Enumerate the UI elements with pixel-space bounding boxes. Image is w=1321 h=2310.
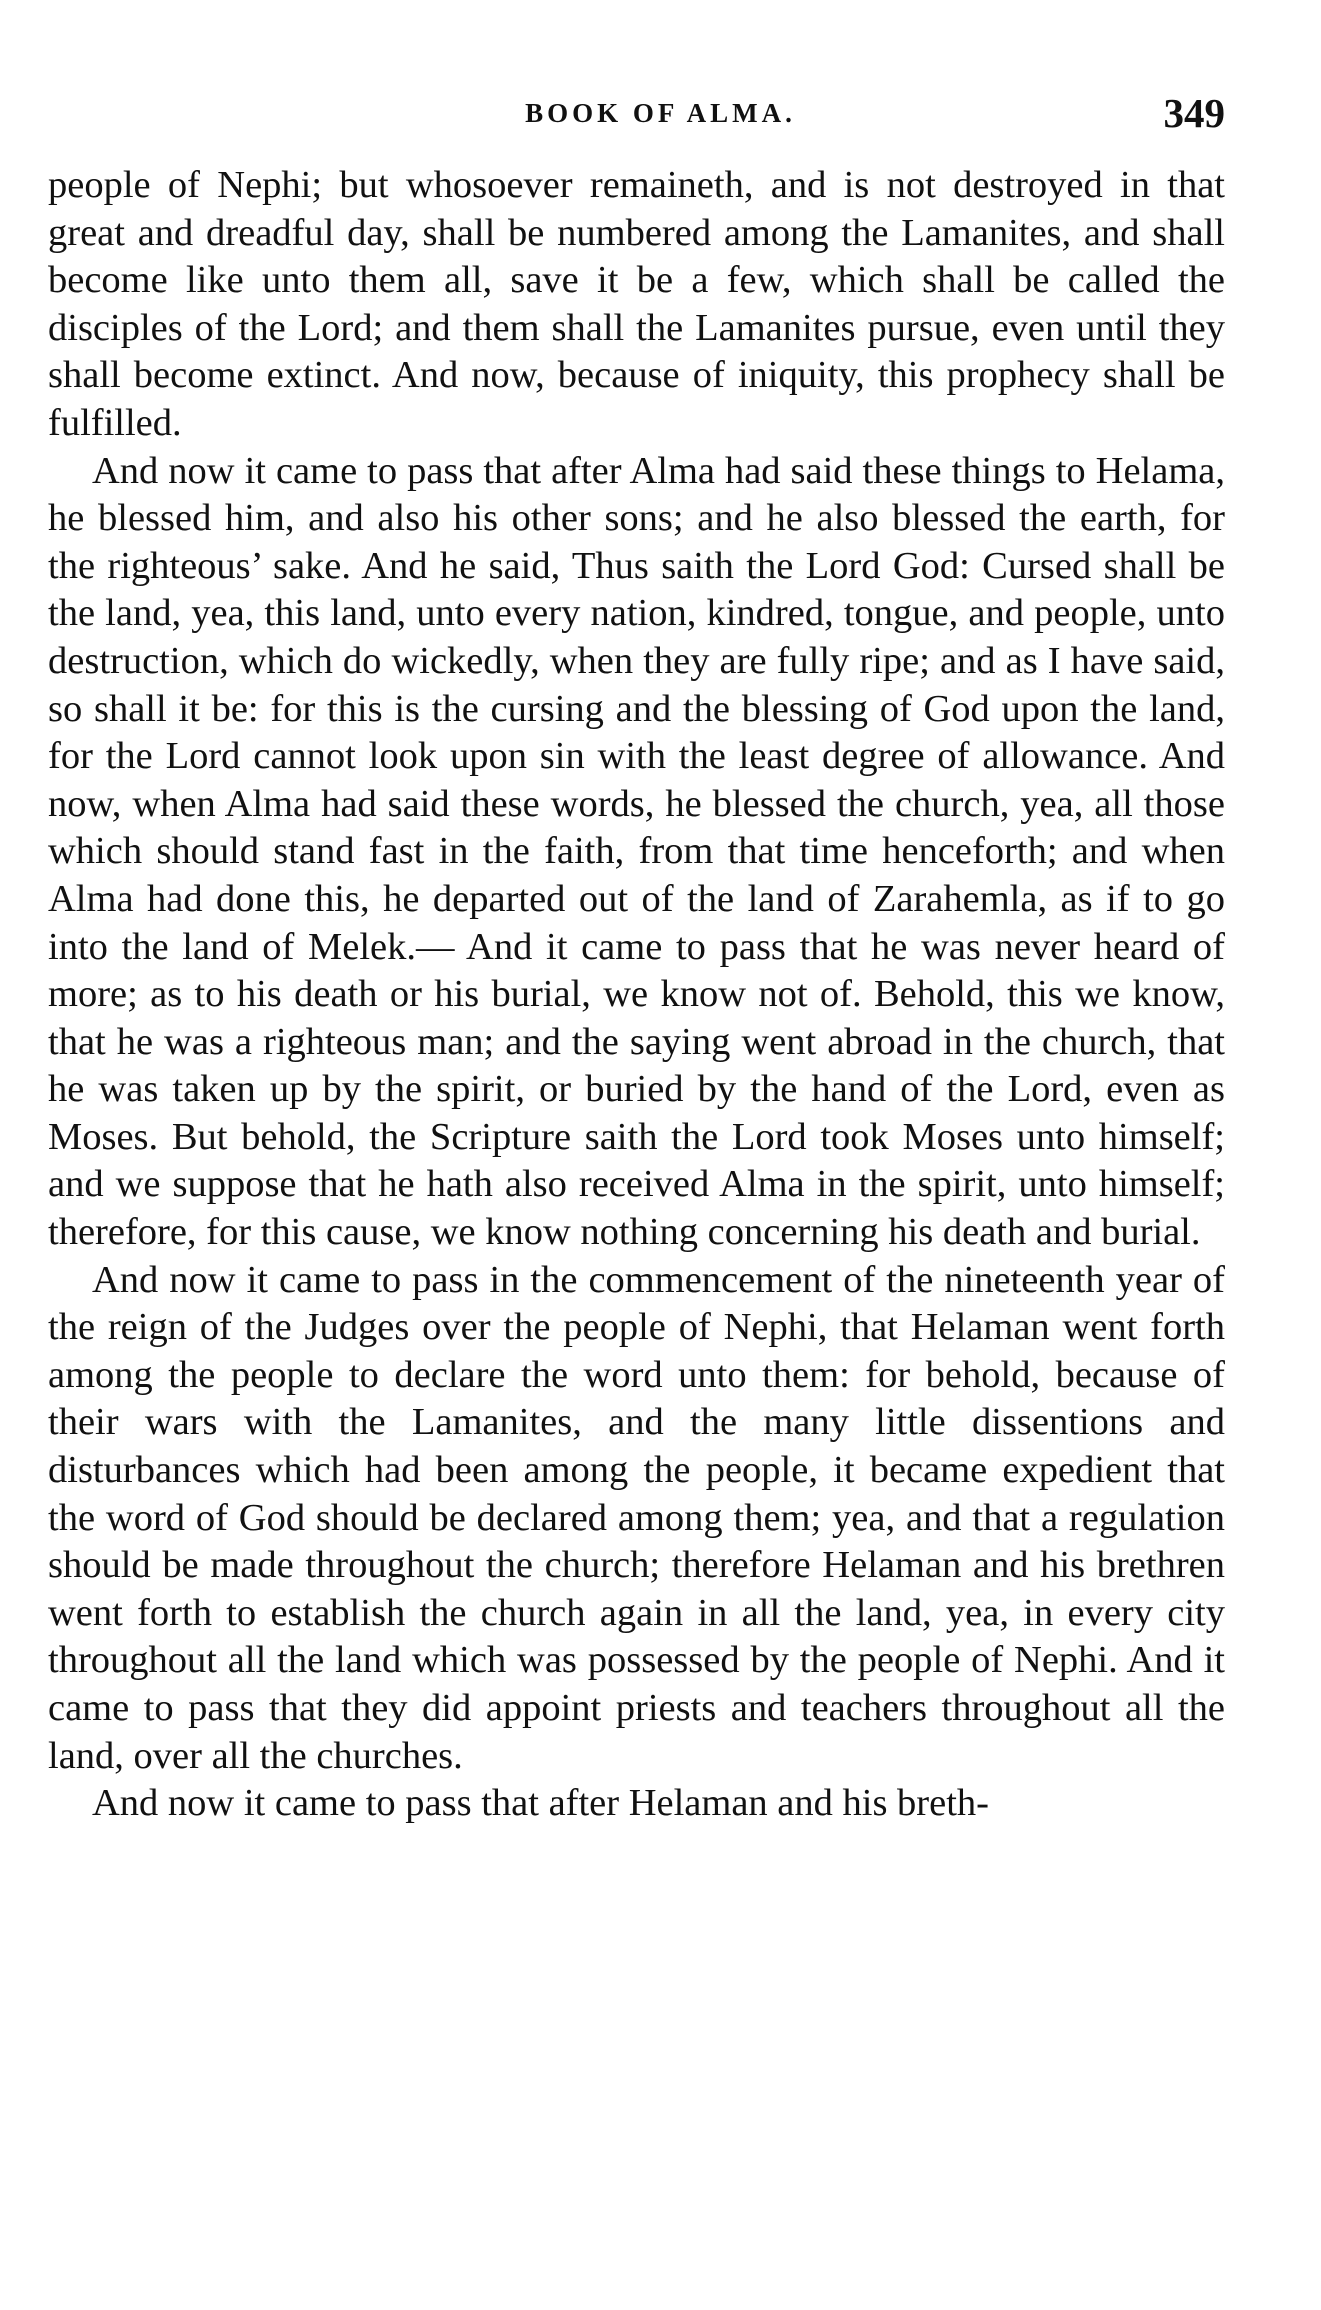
paragraph-4: And now it came to pass that after Helaman and his breth-	[92, 1782, 989, 1825]
page-header	[0, 88, 1321, 138]
running-head: BOOK OF ALMA.	[525, 98, 796, 128]
body-text	[48, 162, 1225, 1828]
paragraph-3: And now it came to pass in the commencement of the nineteenth year of the reign of the Judges over the people of Nephi, that Helaman went forth among the people to declare the word unto them: for behold, because of their wars with the Lamanites, and the many little dissentions and disturbances which had been among the people, it became expedient that the word of God should be declared among them; yea, and that a regulation should be made throughout the church; therefore Helaman and his brethren went forth to establish the church again in all the land, yea, in every city throughout all the land which was possessed by the people of Nephi. And it came to pass that they did appoint priests and teachers throughout all the land, over all the churches.	[48, 1258, 1225, 1777]
page-number: 349	[1163, 90, 1225, 136]
paragraph-1: people of Nephi; but whosoever remaineth, and is not destroyed in that great and dreadful day, shall be numbered among the Lamanites, and shall become like unto them all, save it be a few, which shall be called the disciples of the Lord; and them shall the Lamanites pursue, even until they shall become extinct. And now, because of iniquity, this prophecy shall be fulfilled.	[48, 164, 1225, 444]
paragraph-2: And now it came to pass that after Alma had said these things to Helama, he blessed him, and also his other sons; and he also blessed the earth, for the righteous’ sake. And he said, Thus saith the Lord God: Cursed shall be the land, yea, this land, unto every nation, kindred, tongue, and people, unto destruction, which do wickedly, when they are fully ripe; and as I have said, so shall it be: for this is the cursing and the blessing of God upon the land, for the Lord cannot look upon sin with the least degree of allowance. And now, when Alma had said these words, he blessed the church, yea, all those which should stand fast in the faith, from that time henceforth; and when Alma had done this, he departed out of the land of Zarahemla, as if to go into the land of Melek.— And it came to pass that he was never heard of more; as to his death or his burial, we know not of. Behold, this we know, that he was a righteous man; and the saying went abroad in the church, that he was taken up by the spirit, or buried by the hand of the Lord, even as Moses. But behold, the Scripture saith the Lord took Moses unto himself; and we suppose that he hath also received Alma in the spirit, unto himself; therefore, for this cause, we know nothing concerning his death and burial.	[48, 449, 1225, 1254]
